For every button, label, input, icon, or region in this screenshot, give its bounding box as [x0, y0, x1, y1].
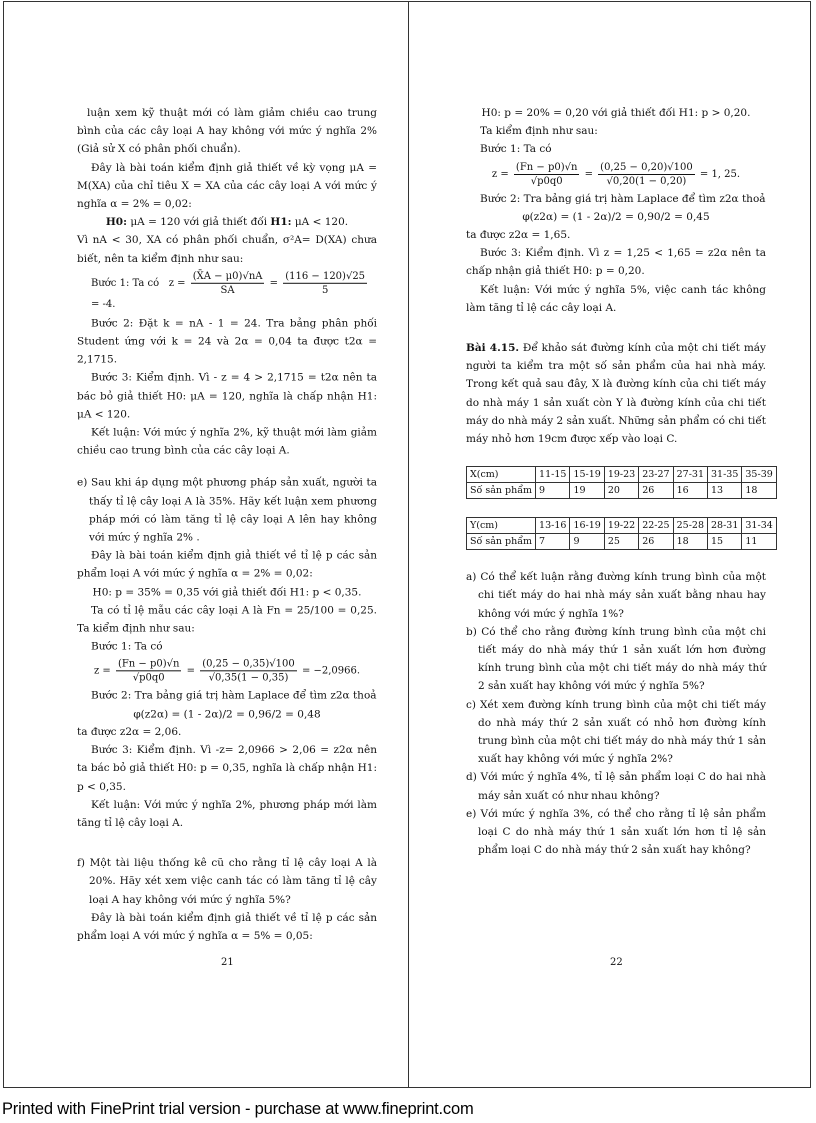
table-y	[466, 517, 777, 550]
left-e-step2: Bước 2: Tra bảng giá trị hàm Laplace để tìm z2α thoả	[91, 689, 377, 702]
left-step3: Bước 3: Kiểm định. Vì - z = 4 > 2,1715 = t2α nên ta bác bỏ giả thiết H0: μA = 120, nghĩa là chấp nhận H1: μA < 120.	[77, 372, 377, 421]
table-row: Số sản phẩm 7 9 25 26 18 15 11	[467, 534, 777, 550]
right-step2: Bước 2: Tra bảng giá trị hàm Laplace để tìm z2α thoả	[480, 192, 766, 205]
table-row: X(cm) 11-15 15-19 19-23 23-27 27-31 31-35 35-39	[467, 467, 777, 483]
left-e-step3: Bước 3: Kiểm định. Vì -z= 2,0966 > 2,06 = z2α nên ta bác bỏ giả thiết H0: p = 0,35, nghĩa là chấp nhận H1: p < 0,35.	[77, 744, 377, 793]
right-conclusion: Kết luận: Với mức ý nghĩa 5%, việc canh tác không làm tăng tỉ lệ các cây loại A.	[466, 283, 766, 314]
right-page	[466, 104, 773, 860]
left-conclusion: Kết luận: Với mức ý nghĩa 2%, kỹ thuật mới làm giảm chiều cao trung bình của các cây loại A.	[77, 426, 377, 457]
left-intro: luận xem kỹ thuật mới có làm giảm chiều cao trung bình của các cây loại A hay không với mức ý nghĩa 2% (Giả sử X có phân phối chuẩn).	[77, 106, 377, 156]
left-e-conclusion: Kết luận: Với mức ý nghĩa 2%, phương pháp mới làm tăng tỉ lệ cây loại A.	[77, 798, 377, 830]
page-number-left: 21	[221, 957, 234, 968]
right-step1: Bước 1: Ta có	[480, 143, 552, 156]
question-b: b) Có thể cho rằng đường kính trung bình của một chi tiết máy do nhà máy thứ 1 sản xuất lớn hơn đường kính trung bình của một chi tiết máy do nhà máy thứ 2 sản xuất hay không với mức ý nghĩa 5%?	[466, 625, 766, 693]
left-formula-1: Bước 1: Ta có z = $\frac{(X̄A - \mu 0)√nA}{SA}$ = $\frac{(116 - 120)√25}{5}$ = -4.	[91, 270, 366, 310]
question-e: e) Với mức ý nghĩa 3%, có thể cho rằng tỉ lệ sản phẩm loại C do nhà máy thứ 1 sản xuất lớn hơn tỉ lệ sản phẩm loại C do nhà máy thứ 2 sản xuất hay không?	[466, 807, 766, 857]
left-e-p2: Ta có tỉ lệ mẫu các cây loại A là Fn = 25/100 = 0,25. Ta kiểm định như sau:	[77, 604, 377, 635]
left-e-step1: Bước 1: Ta có	[91, 640, 163, 653]
table-row: Y(cm) 13-16 16-19 19-22 22-25 25-28 28-31 31-34	[467, 518, 777, 534]
table-x	[466, 466, 777, 499]
left-step2: Bước 2: Đặt k = nA - 1 = 24. Tra bảng phân phối Student ứng với k = 24 và 2α = 0,04 ta được t2α = 2,1715.	[77, 317, 377, 366]
exercise-4-15: Bài 4.15. Để khảo sát đường kính của một chi tiết máy người ta kiểm tra một số sản phẩm của hai nhà máy. Trong kết quả sau đây, X là đường kính của chi tiết máy do nhà máy 1 sản xuất còn Y là đường kính của chi tiết máy do nhà máy 2 sản xuất. Những sản phẩm có chi tiết máy nhỏ hơn 19cm được xếp vào loại C.	[466, 342, 766, 446]
left-page	[77, 104, 377, 945]
left-e-p1: Đây là bài toán kiểm định giả thiết về tỉ lệ p các sản phẩm loại A với mức ý nghĩa α = 2% = 0,02:	[77, 549, 377, 580]
question-d: d) Với mức ý nghĩa 4%, tỉ lệ sản phẩm loại C do hai nhà máy sản xuất có như nhau không?	[466, 771, 766, 802]
fineprint-footer: Printed with FinePrint trial version - purchase at www.fineprint.com	[2, 1100, 474, 1118]
table-row: Số sản phẩm 9 19 20 26 16 13 18	[467, 483, 777, 499]
left-e-phi: φ(z2α) = (1 - 2α)/2 = 0,96/2 = 0,48	[133, 707, 321, 720]
left-question-f: f) Một tài liệu thống kê cũ cho rằng tỉ lệ cây loại A là 20%. Hãy xét xem việc canh tác có làm tăng tỉ lệ cây loại A hay không với mức ý nghĩa 5%?	[77, 857, 377, 906]
left-hypothesis: H0: μA = 120 với giả thiết đối H1: μA < 120.	[105, 216, 349, 229]
right-h0: H0: p = 20% = 0,20 với giả thiết đối H1: p > 0,20.	[481, 107, 751, 119]
left-p4: Vì nA < 30, XA có phân phối chuẩn, σ²A= D(XA) chưa biết, nên ta kiểm định như sau:	[77, 234, 377, 265]
left-e-z: ta được z2α = 2,06.	[77, 726, 182, 739]
left-f-p1: Đây là bài toán kiểm định giả thiết về tỉ lệ p các sản phẩm loại A với mức ý nghĩa α = 5% = 0,05:	[77, 911, 377, 942]
right-z: ta được z2α = 1,65.	[466, 229, 571, 242]
left-e-h0: H0: p = 35% = 0,35 với giả thiết đối H1: p < 0,35.	[92, 586, 362, 599]
column-divider	[408, 1, 409, 1088]
right-phi: φ(z2α) = (1 - 2α)/2 = 0,90/2 = 0,45	[522, 210, 710, 223]
left-formula-2: z = $\frac{(Fn - p0)√n}{√p0q0}$ = $\frac{(0,25 - 0,35)√100}{√0,35(1 - 0,35)}$ = −2,0966.	[93, 658, 361, 684]
question-a: a) Có thể kết luận rằng đường kính trung bình của một chi tiết máy do hai nhà máy sản xuất bằng nhau hay không với mức ý nghĩa 1%?	[466, 571, 766, 620]
right-step3: Bước 3: Kiểm định. Vì z = 1,25 < 1,65 = z2α nên ta chấp nhận giả thiết H0: p = 0,20.	[466, 247, 766, 278]
right-formula: z = $\frac{(Fn - p0)√n}{√p0q0}$ = $\frac{(0,25 - 0,20)√100}{√0,20(1 - 0,20)}$ = 1, 25.	[491, 161, 741, 187]
right-intro: Ta kiểm định như sau:	[480, 125, 598, 138]
left-p2: Đây là bài toán kiểm định giả thiết về kỳ vọng μA = M(XA) của chỉ tiêu X = XA của các cây loại A với mức ý nghĩa α = 2% = 0,02:	[77, 161, 377, 210]
question-c: c) Xét xem đường kính trung bình của một chi tiết máy do nhà máy thứ 2 sản xuất có nhỏ hơn đường kính trung bình của một chi tiết máy do nhà máy thứ 1 sản xuất hay không với mức ý nghĩa 2%?	[466, 698, 766, 766]
left-question-e: e) Sau khi áp dụng một phương pháp sản xuất, người ta thấy tỉ lệ cây loại A là 35%. Hãy kết luận xem phương pháp mới có làm tăng tỉ lệ cây loại A lên hay không với mức ý nghĩa 2% .	[77, 477, 377, 544]
page-number-right: 22	[610, 957, 623, 968]
